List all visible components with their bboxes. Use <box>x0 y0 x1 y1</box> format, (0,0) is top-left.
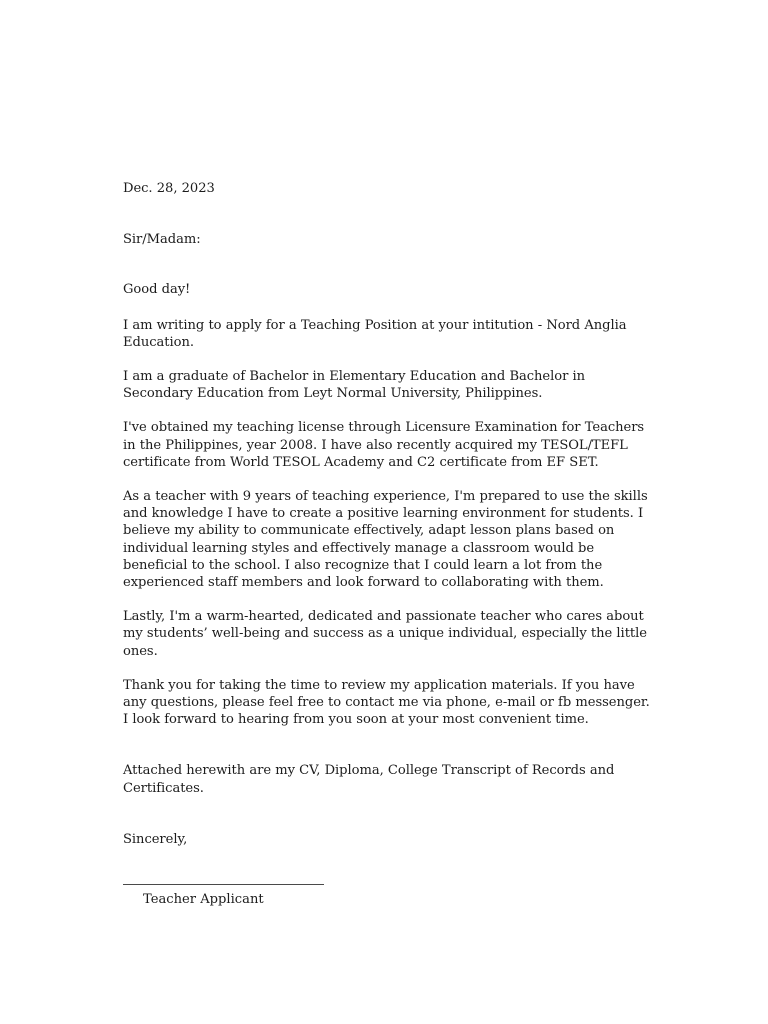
letter-paragraph-3: I've obtained my teaching license through Licensure Examination for Teachers in the Philippines, year 2008. I have also recently acquired my TESOL/TEFL certificate from World TESOL Academy and C2 certificate from EF SET. <box>123 420 645 470</box>
signature-line <box>123 884 324 885</box>
letter-greeting: Good day! <box>123 282 191 298</box>
letter-paragraph-4: As a teacher with 9 years of teaching experience, I'm prepared to use the skills and knowledge I have to create a positive learning environment for students. I believe my ability to communicate effectively, adapt lesson plans based on individual learning styles and effectively manage a classroom would be beneficial to the school. I also recognize that I could learn a lot from the experienced staff members and look forward to collaborating with them. <box>123 489 648 591</box>
letter-salutation: Sir/Madam: <box>123 232 201 248</box>
letter-paragraph-6: Thank you for taking the time to review my application materials. If you have any questions, please feel free to contact me via phone, e-mail or fb messenger. I look forward to hearing from you soon at your most convenient time. <box>123 677 650 728</box>
letter-date: Dec. 28, 2023 <box>123 181 215 196</box>
letter-paragraph-2: I am a graduate of Bachelor in Elementary Education and Bachelor in Secondary Education from Leyt Normal University, Philippines. <box>123 369 586 402</box>
signature-block <box>123 884 523 908</box>
letter-body <box>123 180 659 848</box>
letter-attachments-note: Attached herewith are my CV, Diploma, College Transcript of Records and Certificates. <box>123 763 615 796</box>
signature-title: Teacher Applicant <box>143 892 264 907</box>
letter-paragraph-1: I am writing to apply for a Teaching Position at your intitution - Nord Anglia Education. <box>123 317 627 350</box>
letter-closing: Sincerely, <box>123 831 188 847</box>
letter-paragraph-5: Lastly, I'm a warm-hearted, dedicated and passionate teacher who cares about my students’ well-being and success as a unique individual, especially the little ones. <box>123 609 647 659</box>
